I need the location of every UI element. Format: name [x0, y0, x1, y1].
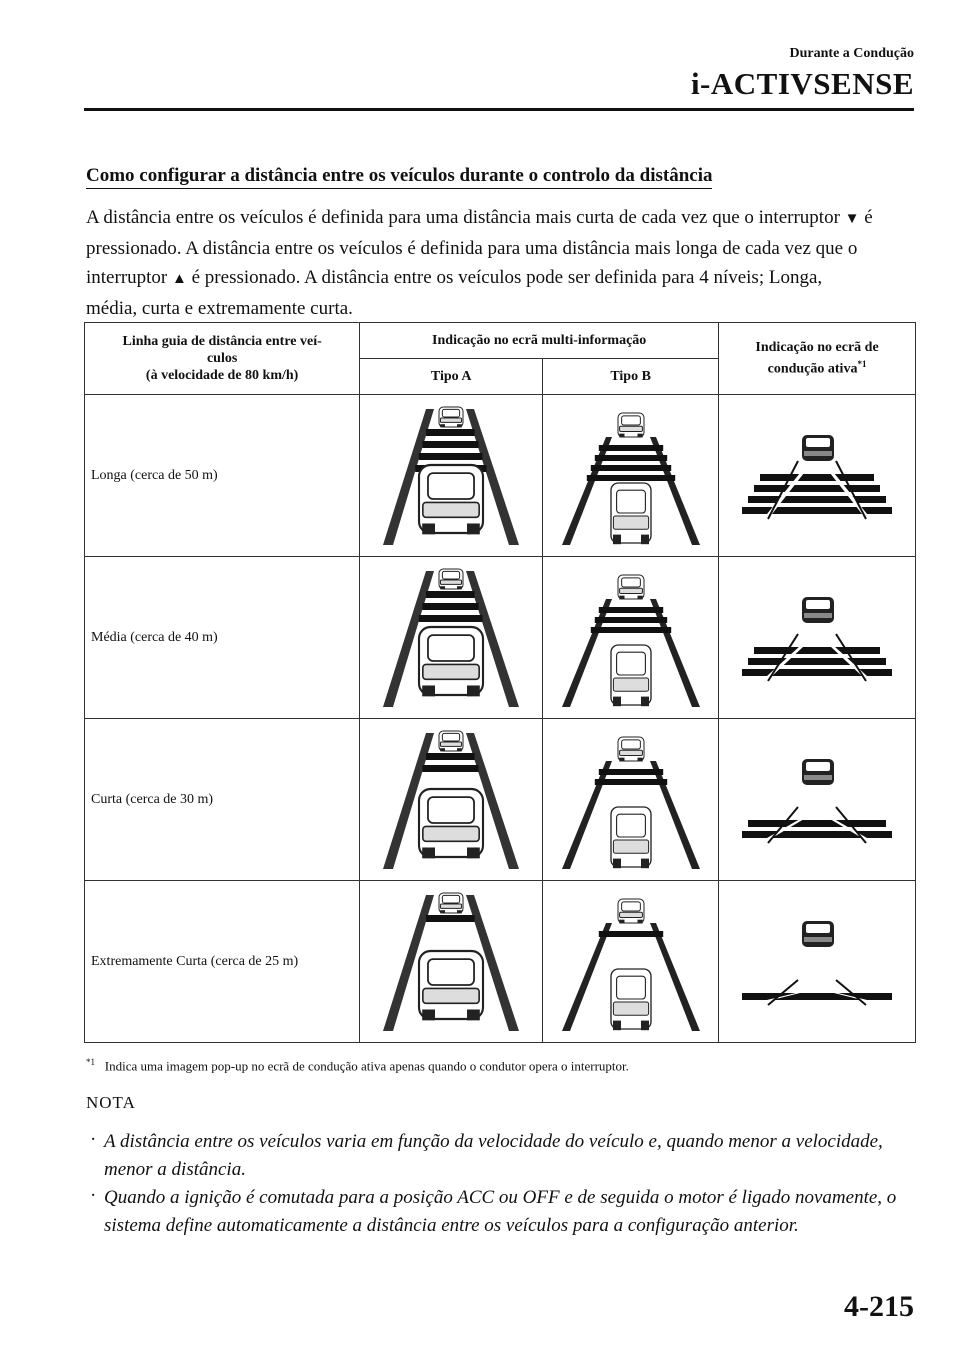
distance-bar	[742, 507, 892, 514]
type-a-header: Tipo A	[360, 359, 543, 395]
distance-label: Extremamente Curta (cerca de 25 m)	[85, 881, 360, 1043]
distance-bar	[754, 647, 880, 654]
distance-bar	[426, 915, 475, 922]
header-section: Durante a Condução	[789, 46, 914, 61]
distance-label: Média (cerca de 40 m)	[85, 557, 360, 719]
type-b-illustration	[543, 395, 719, 557]
car-icon	[439, 731, 463, 751]
car-icon	[802, 597, 834, 623]
distance-bar	[754, 485, 880, 492]
distance-bar	[594, 455, 666, 461]
car-icon	[439, 893, 463, 913]
table-row	[85, 557, 916, 719]
distance-bar	[426, 591, 475, 598]
car-icon	[618, 899, 644, 923]
distance-bar	[742, 669, 892, 676]
active-display-illustration	[719, 395, 916, 557]
distance-bar	[748, 496, 886, 503]
active-display-illustration	[719, 881, 916, 1043]
distance-table	[84, 322, 916, 1043]
page-number: 4-215	[844, 1290, 914, 1323]
car-icon	[611, 807, 651, 868]
distance-bar	[598, 607, 662, 613]
type-b-illustration	[543, 881, 719, 1043]
note-heading: NOTA	[86, 1093, 136, 1112]
col2-header: Indicação no ecrã multi-informação	[360, 323, 719, 359]
car-icon	[419, 951, 483, 1020]
car-icon	[439, 407, 463, 427]
distance-bar	[423, 765, 479, 772]
down-triangle-icon: ▼	[844, 211, 860, 227]
table-row	[85, 719, 916, 881]
distance-bar	[423, 603, 479, 610]
car-icon	[802, 435, 834, 461]
col1-header: Linha guia de distância entre veí- culos (à velocidade de 80 km/h)	[85, 323, 360, 395]
type-a-illustration	[360, 557, 543, 719]
distance-bar	[594, 779, 666, 785]
car-icon	[419, 465, 483, 534]
distance-bar	[586, 475, 674, 481]
active-display-illustration	[719, 719, 916, 881]
distance-bar	[598, 445, 662, 451]
table-row	[85, 881, 916, 1043]
car-icon	[618, 575, 644, 599]
type-b-header: Tipo B	[543, 359, 719, 395]
car-icon	[419, 789, 483, 858]
distance-bar	[426, 753, 475, 760]
car-icon	[802, 921, 834, 947]
distance-bar	[598, 769, 662, 775]
note-list	[90, 1128, 916, 1240]
distance-bar	[419, 615, 483, 622]
distance-bar	[598, 931, 662, 937]
distance-bar	[594, 617, 666, 623]
distance-bar	[748, 820, 886, 827]
distance-bar	[742, 993, 892, 1000]
type-a-illustration	[360, 719, 543, 881]
section-title: Como configurar a distância entre os veículos durante o controlo da distância	[86, 166, 712, 189]
note-item: · A distância entre os veículos varia em função da velocidade do veículo e, quando menor a velocidade, menor a distância.	[90, 1128, 916, 1184]
car-icon	[611, 483, 651, 544]
car-icon	[618, 737, 644, 761]
col3-header: Indicação no ecrã de condução ativa$^{*1}$	[719, 323, 916, 395]
distance-bar	[760, 474, 874, 481]
type-b-illustration	[543, 557, 719, 719]
car-icon	[618, 413, 644, 437]
table-row	[85, 395, 916, 557]
header-rule	[84, 108, 914, 111]
distance-bar	[419, 453, 483, 460]
distance-label: Longa (cerca de 50 m)	[85, 395, 360, 557]
type-b-illustration	[543, 719, 719, 881]
distance-bar	[423, 441, 479, 448]
distance-bar	[590, 465, 670, 471]
distance-bar	[590, 627, 670, 633]
car-icon	[802, 759, 834, 785]
distance-label: Curta (cerca de 30 m)	[85, 719, 360, 881]
car-icon	[611, 645, 651, 706]
note-item: · Quando a ignição é comutada para a posição ACC ou OFF e de seguida o motor é ligado novamente, o sistema define automaticamente a distância entre os veículos para a configuração anterior.	[90, 1184, 916, 1240]
car-icon	[439, 569, 463, 589]
footnote: $^{*1}$ Indica uma imagem pop-up no ecrã de condução ativa apenas quando o condutor opera o interruptor.	[86, 1057, 629, 1074]
active-display-illustration	[719, 557, 916, 719]
up-triangle-icon: ▲	[172, 271, 187, 287]
car-icon	[419, 627, 483, 696]
type-a-illustration	[360, 395, 543, 557]
header-chapter: i-ACTIVSENSE	[690, 66, 914, 101]
distance-bar	[426, 429, 475, 436]
intro-paragraph: A distância entre os veículos é definida para uma distância mais curta de cada vez que o interruptor ▼ é pressionado. A distância entre os veículos é definida para uma distância mais longa de cada vez que o interruptor ▲ é pressionado. A distância entre os veículos pode ser definida para 4 níveis; Longa, média, curta e extremamente curta.	[86, 207, 873, 319]
type-a-illustration	[360, 881, 543, 1043]
distance-bar	[742, 831, 892, 838]
car-icon	[611, 969, 651, 1030]
distance-bar	[748, 658, 886, 665]
